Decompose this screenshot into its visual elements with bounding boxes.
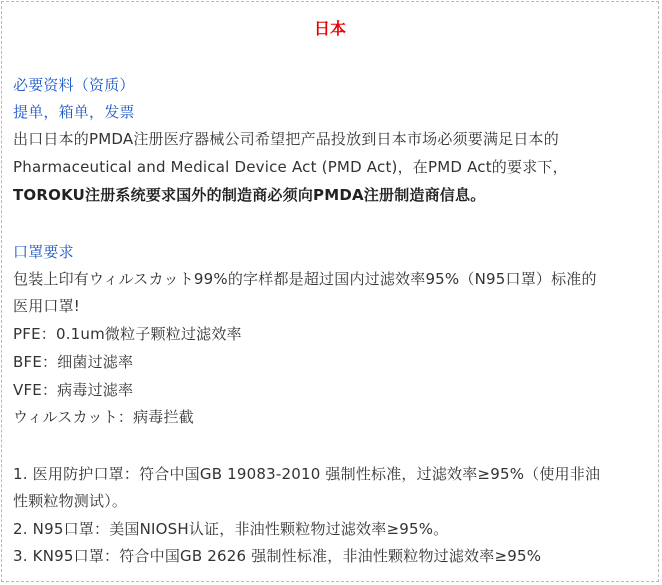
viruscut-definition: ウィルスカット：病毒拦截 bbox=[13, 408, 194, 426]
list-item-3: 3. KN95口罩：符合中国GB 2626 强制性标准，非油性颗粒物过滤效率≥95% bbox=[13, 547, 542, 565]
mask-paragraph-line-2: 医用口罩! bbox=[13, 297, 81, 315]
bfe-definition: BFE：细菌过滤率 bbox=[13, 353, 134, 371]
list-item-2: 2. N95口罩：美国NIOSH认证，非油性颗粒物过滤效率≥95%。 bbox=[13, 520, 449, 538]
mask-paragraph-line-1: 包装上印有ウィルスカット99%的字样都是超过国内过滤效率95%（N95口罩）标准的 bbox=[13, 270, 597, 288]
section-heading-shipping-docs: 提单，箱单，发票 bbox=[13, 103, 135, 121]
toroku-bold-statement: TOROKU注册系统要求国外的制造商必须向PMDA注册制造商信息。 bbox=[13, 186, 486, 204]
section-heading-required-docs: 必要资料（资质） bbox=[13, 76, 135, 94]
pmda-paragraph-line-2: Pharmaceutical and Medical Device Act (PMD Act)，在PMD Act的要求下， bbox=[13, 158, 568, 176]
pfe-definition: PFE：0.1um微粒子颗粒过滤效率 bbox=[13, 325, 242, 343]
page-title: 日本 bbox=[313, 19, 346, 38]
pmda-paragraph-line-1: 出口日本的PMDA注册医疗器械公司希望把产品投放到日本市场必须要满足日本的 bbox=[13, 130, 559, 148]
document-panel bbox=[1, 1, 659, 582]
section-heading-mask-requirements: 口罩要求 bbox=[13, 243, 74, 261]
vfe-definition: VFE：病毒过滤率 bbox=[13, 381, 134, 399]
list-item-1-line-2: 性颗粒物测试）。 bbox=[13, 492, 128, 510]
list-item-1-line-1: 1. 医用防护口罩：符合中国GB 19083-2010 强制性标准，过滤效率≥95%（使用非油 bbox=[13, 465, 601, 483]
